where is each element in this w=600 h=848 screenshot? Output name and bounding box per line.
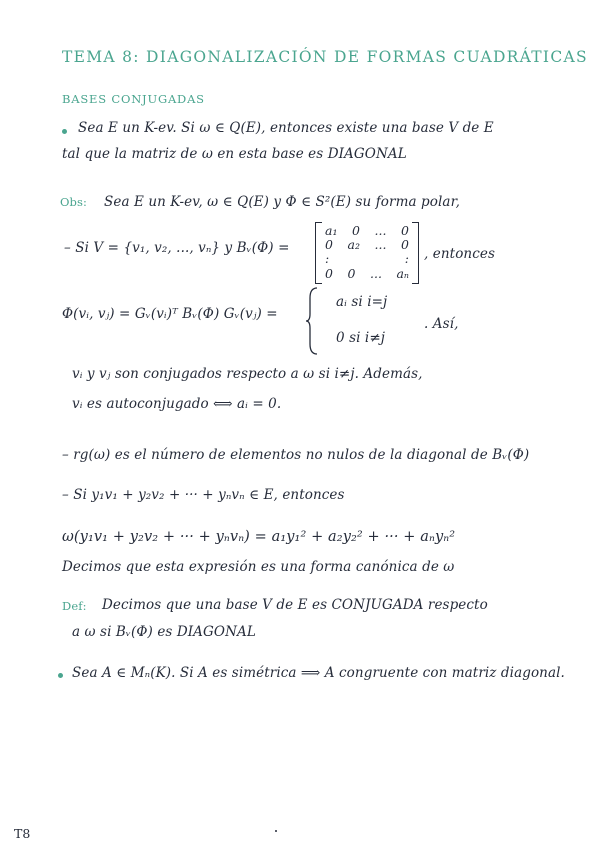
canonical-note: Decimos que esta expresión es una forma canónica de ω [62, 559, 455, 575]
case1-suffix: , entonces [424, 246, 495, 262]
theorem-line-2: tal que la matriz de ω en esta base es DIAGONAL [62, 146, 407, 162]
matrix-row-1: a₁ 0 ... 0 [325, 223, 409, 238]
diagonal-matrix [315, 222, 419, 284]
matrix-row-4: 0 0 ... aₙ [325, 266, 409, 281]
ink-dot [275, 830, 277, 832]
section-subtitle: BASES CONJUGADAS [62, 92, 205, 106]
definition-line-1: Decimos que una base V de E es CONJUGADA respecto [102, 597, 488, 613]
obs-intro: Sea E un K-ev, ω ∈ Q(E) y Φ ∈ S²(E) su forma polar, [104, 194, 461, 210]
self-conjugate-line: vᵢ es autoconjugado ⟺ aᵢ = 0. [72, 396, 282, 412]
rank-line: – rg(ω) es el número de elementos no nulos de la diagonal de Bᵥ(Φ) [62, 447, 530, 463]
definition-tag: Def: [62, 599, 87, 613]
matrix-left-bracket [315, 222, 322, 284]
canonical-formula: ω(y₁v₁ + y₂v₂ + ··· + yₙvₙ) = a₁y₁² + a₂y₂² + ··· + aₙyₙ² [62, 529, 456, 545]
piecewise-brace-icon [305, 286, 319, 356]
piece-tail: . Así, [424, 316, 459, 332]
corollary-line: Sea A ∈ Mₙ(K). Si A es simétrica ⟹ A congruente con matriz diagonal. [72, 665, 565, 681]
page-footer-label: T8 [14, 826, 31, 841]
matrix-row-2: 0 a₂ ... 0 [325, 237, 409, 252]
piece-case-equal: aᵢ si i=j [336, 294, 388, 310]
theorem-line-1: Sea E un K-ev. Si ω ∈ Q(E), entonces existe una base V de E [78, 120, 494, 136]
matrix-right-bracket [412, 222, 419, 284]
phi-formula: Φ(vᵢ, vⱼ) = Gᵥ(vᵢ)ᵀ Bᵥ(Φ) Gᵥ(vⱼ) = [62, 306, 278, 322]
bullet-dot-icon [58, 673, 63, 678]
conjugate-line: vᵢ y vⱼ son conjugados respecto a ω si i≠j. Además, [72, 366, 423, 382]
sum-line: – Si y₁v₁ + y₂v₂ + ··· + yₙvₙ ∈ E, entonces [62, 487, 345, 503]
page-title: TEMA 8: DIAGONALIZACIÓN DE FORMAS CUADRÁTICAS [62, 48, 588, 66]
piece-case-different: 0 si i≠j [336, 330, 386, 346]
case1-prefix: – Si V = {v₁, v₂, ..., vₙ} y Bᵥ(Φ) = [64, 240, 290, 256]
bullet-dot-icon [62, 129, 67, 134]
matrix-row-3: : : [325, 251, 409, 266]
obs-tag: Obs: [60, 195, 87, 209]
definition-line-2: a ω si Bᵥ(Φ) es DIAGONAL [72, 624, 256, 640]
